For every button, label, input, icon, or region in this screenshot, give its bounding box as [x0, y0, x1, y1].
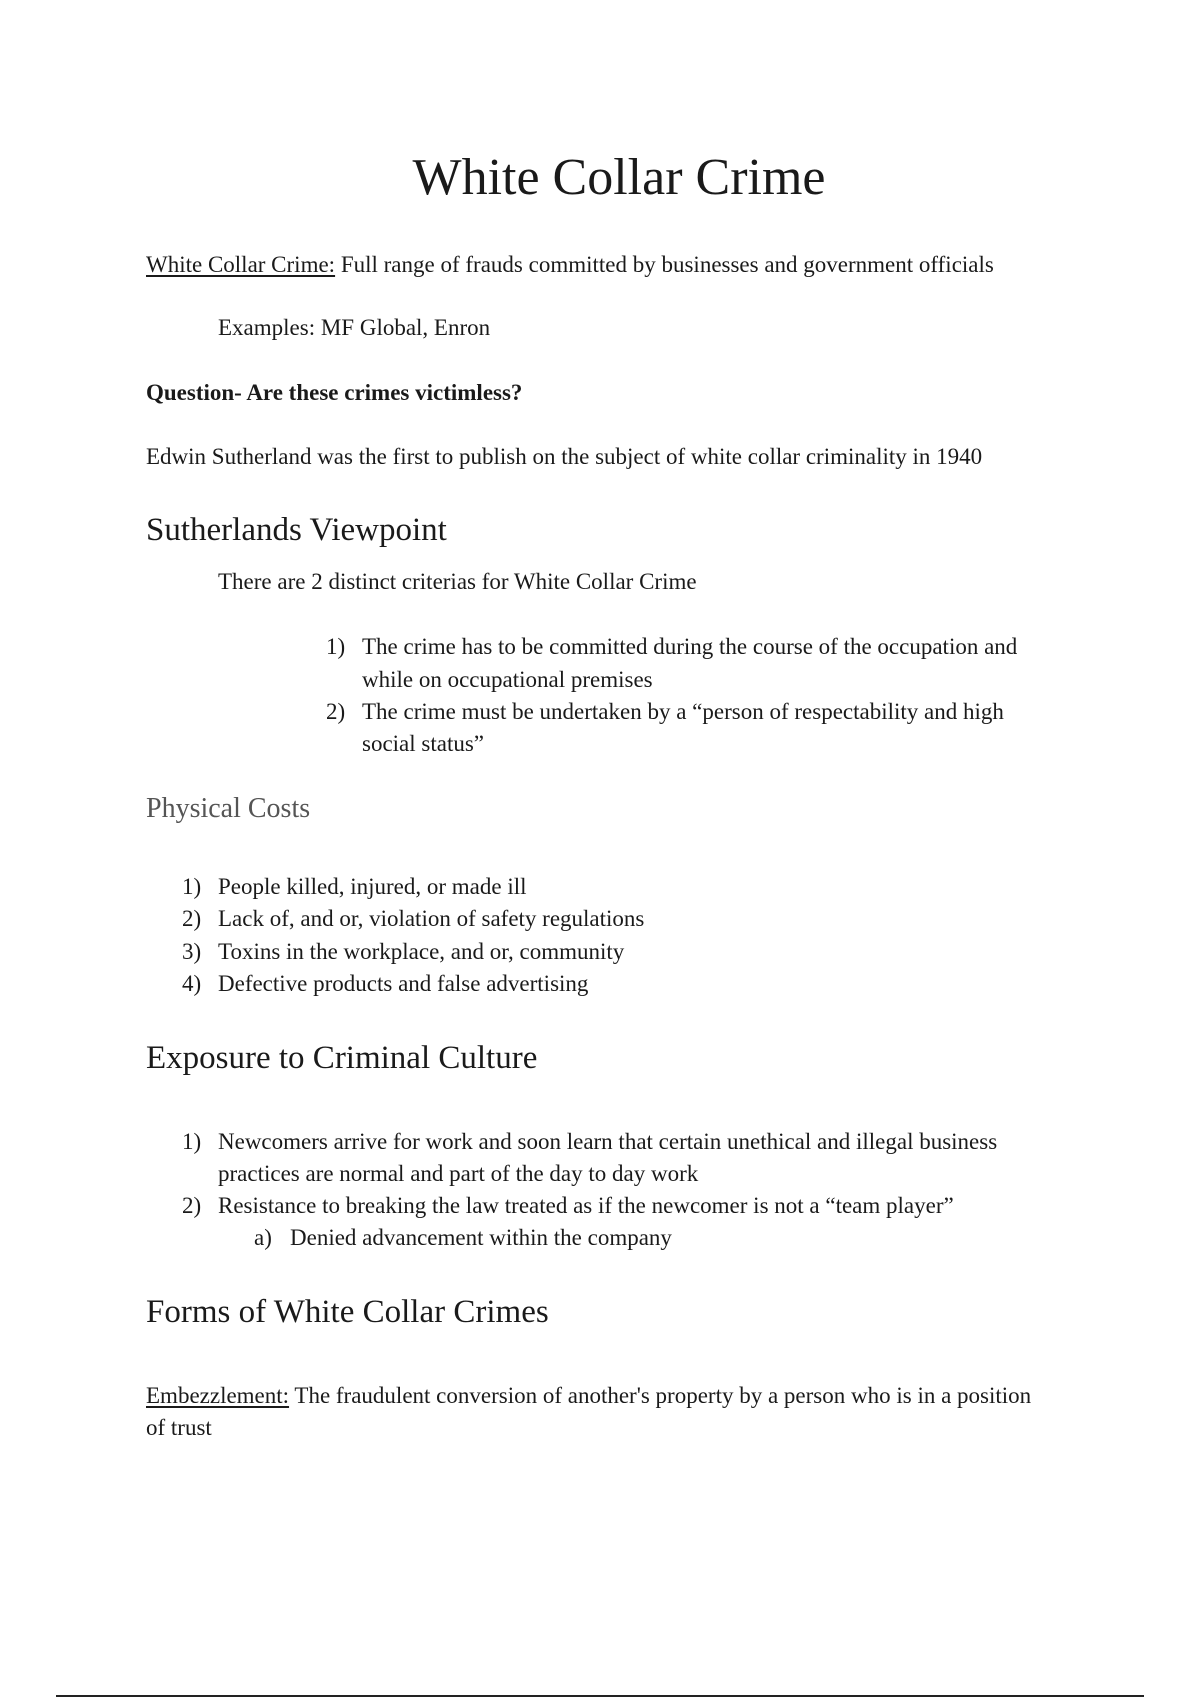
viewpoint-intro: There are 2 distinct criterias for White Collar Crime	[218, 569, 697, 594]
list-item	[182, 1126, 997, 1158]
list-item-text: People killed, injured, or made ill	[218, 874, 527, 899]
list-item-text: The crime must be undertaken by a “person of respectability and high	[362, 699, 1004, 724]
list-item-continuation: social status”	[362, 731, 484, 756]
list-item-number: 1)	[182, 874, 202, 899]
page-bottom-divider	[56, 1695, 1144, 1697]
list-item	[182, 903, 644, 935]
list-item-text: Defective products and false advertising	[218, 971, 589, 996]
definition-text: Full range of frauds committed by businesses and government officials	[340, 252, 994, 277]
examples-text: Examples: MF Global, Enron	[218, 315, 491, 340]
embezzlement-continuation: of trust	[146, 1415, 212, 1440]
list-item	[326, 696, 1004, 728]
list-item-text: Lack of, and or, violation of safety regulations	[218, 906, 645, 931]
list-item	[182, 871, 527, 903]
list-item-number: 1)	[326, 634, 346, 659]
exposure-heading: Exposure to Criminal Culture	[146, 1040, 538, 1076]
list-item-continuation: while on occupational premises	[362, 667, 653, 692]
list-item	[182, 968, 588, 1000]
sutherland-intro: Edwin Sutherland was the first to publish on the subject of white collar criminality in 1940	[146, 444, 983, 469]
list-item-text: Newcomers arrive for work and soon learn that certain unethical and illegal business	[218, 1129, 998, 1154]
list-item	[182, 1190, 954, 1222]
list-item-continuation: practices are normal and part of the day to day work	[218, 1161, 699, 1186]
physical-costs-heading: Physical Costs	[146, 793, 311, 824]
forms-heading: Forms of White Collar Crimes	[146, 1294, 549, 1330]
list-item-number: 1)	[182, 1129, 202, 1154]
embezzlement-line	[146, 1380, 1031, 1412]
list-item-number: 2)	[326, 699, 346, 724]
list-item-number: 3)	[182, 939, 202, 964]
definition-line	[146, 249, 994, 281]
list-item-number: 2)	[182, 906, 202, 931]
sub-list-item-letter: a)	[254, 1225, 272, 1250]
list-item-text: Resistance to breaking the law treated as if the newcomer is not a “team player”	[218, 1193, 954, 1218]
sutherland-viewpoint-heading: Sutherlands Viewpoint	[146, 512, 447, 548]
sub-list-item	[254, 1222, 672, 1254]
list-item-number: 2)	[182, 1193, 202, 1218]
page-title: White Collar Crime	[412, 149, 826, 206]
definition-term: White Collar Crime:	[146, 252, 336, 277]
list-item-text: Toxins in the workplace, and or, community	[218, 939, 625, 964]
embezzlement-text: The fraudulent conversion of another's property by a person who is in a position	[294, 1383, 1032, 1408]
sub-list-item-text: Denied advancement within the company	[290, 1225, 672, 1250]
list-item	[182, 936, 624, 968]
question-text: Question- Are these crimes victimless?	[146, 380, 523, 405]
embezzlement-term: Embezzlement:	[146, 1383, 290, 1408]
list-item-number: 4)	[182, 971, 202, 996]
list-item-text: The crime has to be committed during the course of the occupation and	[362, 634, 1018, 659]
list-item	[326, 631, 1017, 663]
